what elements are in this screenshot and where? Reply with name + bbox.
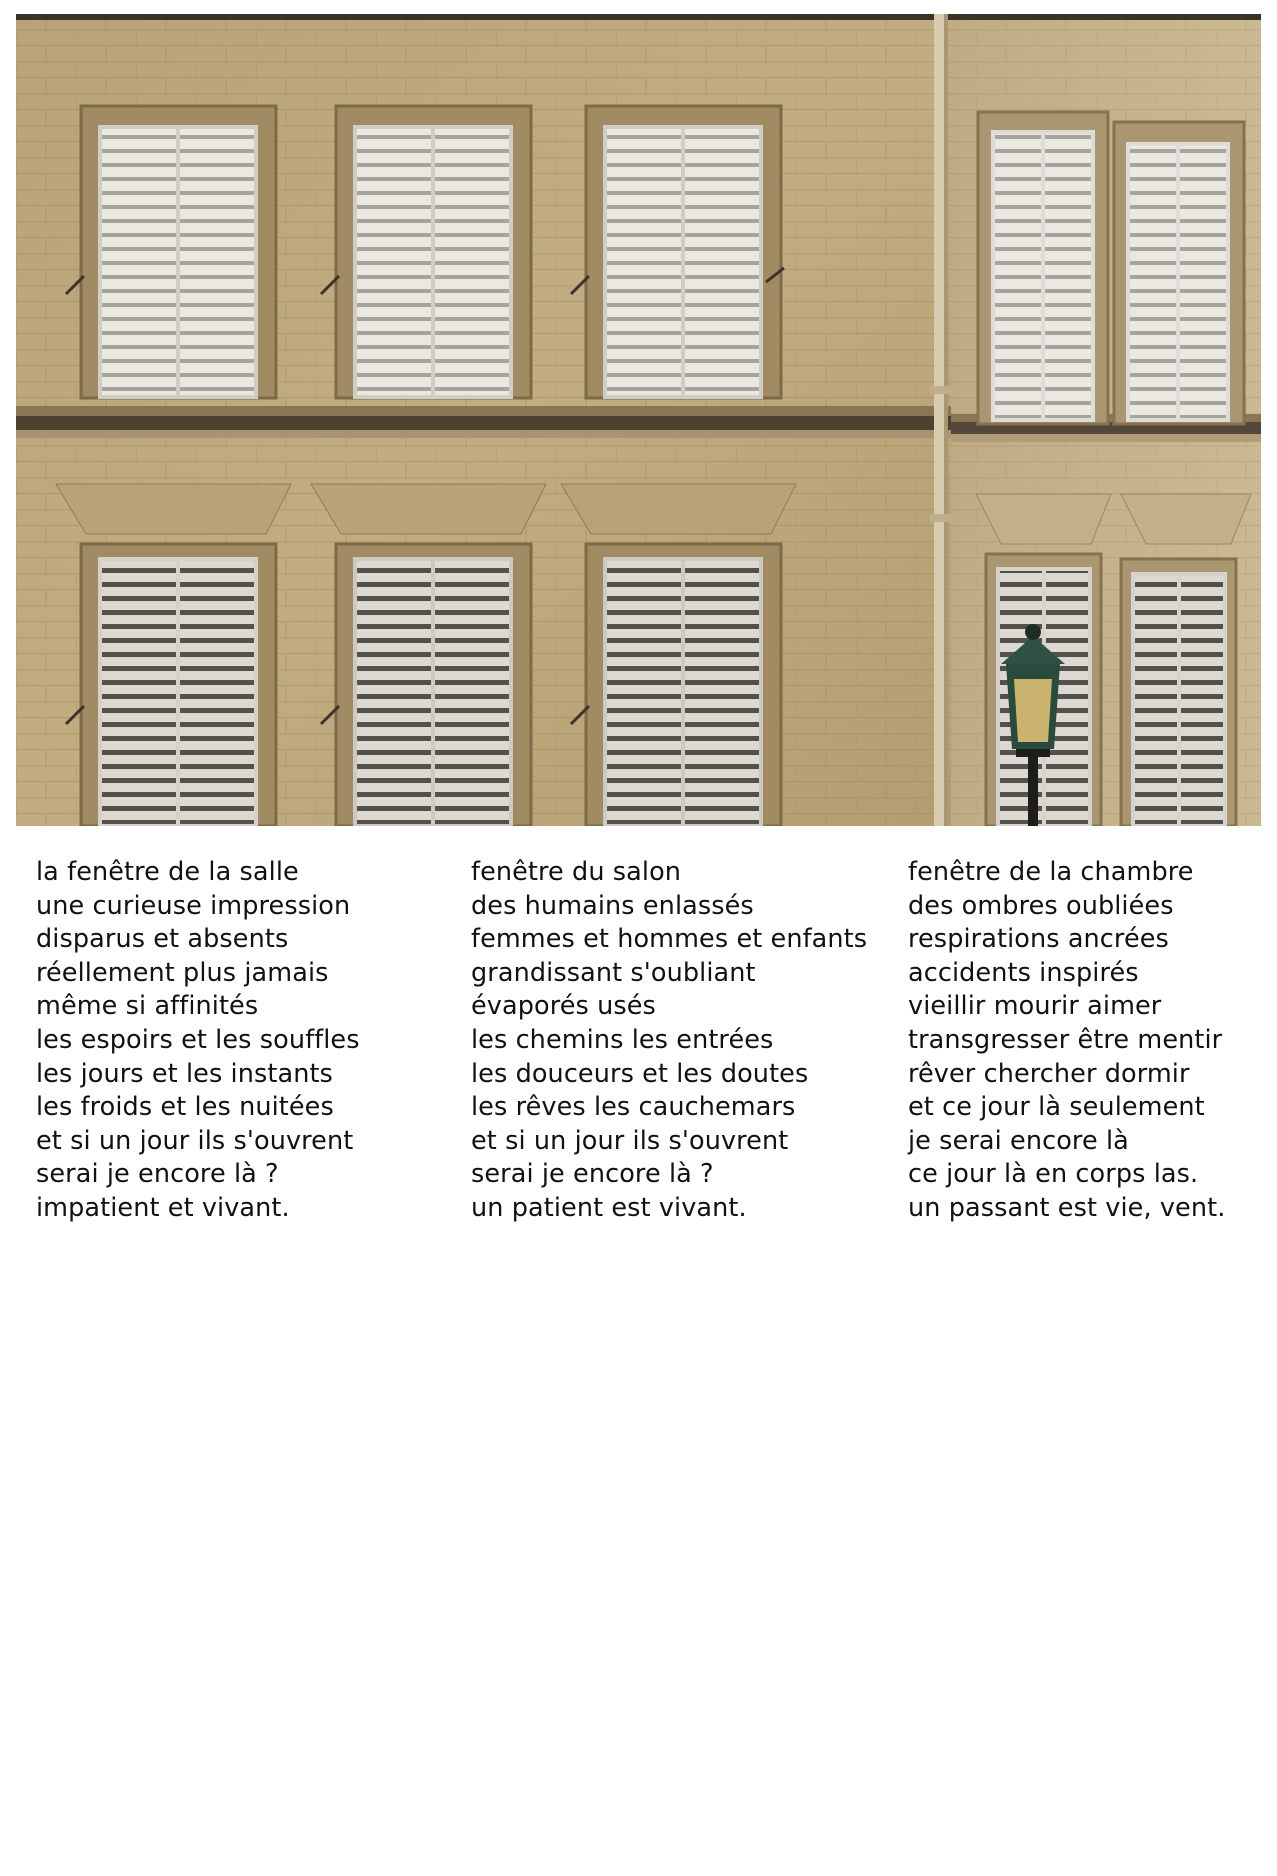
poem-line: un patient est vivant. xyxy=(471,1192,747,1223)
poem-column-chambre xyxy=(908,856,1277,1226)
poem-line: impatient et vivant. xyxy=(36,1192,290,1223)
poem-line: fenêtre du salon xyxy=(471,857,682,887)
poem-line: des humains enlassés xyxy=(471,890,754,921)
poem-line: un passant est vie, vent. xyxy=(908,1192,1226,1223)
poem-line: les espoirs et les souffles xyxy=(36,1024,360,1055)
poem-line: une curieuse impression xyxy=(36,890,351,921)
poem-line: réellement plus jamais xyxy=(36,957,329,988)
poem-column-salle xyxy=(36,856,456,1226)
poem-line: les douceurs et les doutes xyxy=(471,1058,809,1089)
poem-line: serai je encore là ? xyxy=(36,1159,279,1190)
poem-column-salon xyxy=(471,856,891,1226)
poem-line: serai je encore là ? xyxy=(471,1159,714,1190)
poem-line: vieillir mourir aimer xyxy=(908,991,1162,1022)
poem-line: je serai encore là xyxy=(908,1125,1129,1156)
poem-line: les rêves les cauchemars xyxy=(471,1092,796,1123)
poem-line: disparus et absents xyxy=(36,924,289,955)
poem-line: et ce jour là seulement xyxy=(908,1092,1205,1123)
poem-line: et si un jour ils s'ouvrent xyxy=(36,1125,354,1156)
poem-line: et si un jour ils s'ouvrent xyxy=(471,1125,789,1156)
poem-line: même si affinités xyxy=(36,991,259,1022)
poem-line: transgresser être mentir xyxy=(908,1024,1223,1055)
poem-line: fenêtre de la chambre xyxy=(908,857,1194,887)
poem-line: accidents inspirés xyxy=(908,957,1139,988)
poem-columns xyxy=(36,856,1256,1256)
poem-line: rêver chercher dormir xyxy=(908,1058,1190,1089)
poem-line: évaporés usés xyxy=(471,991,656,1022)
poem-line: les chemins les entrées xyxy=(471,1024,774,1055)
poem-line: ce jour là en corps las. xyxy=(908,1159,1199,1190)
poem-line: les froids et les nuitées xyxy=(36,1092,334,1123)
poem-line: femmes et hommes et enfants xyxy=(471,924,868,955)
poem-line: la fenêtre de la salle xyxy=(36,857,299,887)
building-facade-photo xyxy=(16,14,1261,826)
poem-line: respirations ancrées xyxy=(908,924,1169,955)
poem-line: des ombres oubliées xyxy=(908,890,1174,921)
poem-line: les jours et les instants xyxy=(36,1058,333,1089)
poem-line: grandissant s'oubliant xyxy=(471,957,756,988)
